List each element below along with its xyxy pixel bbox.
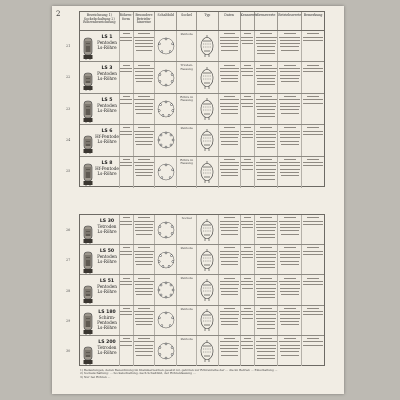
footnote: 2) Sockelschaltung: ... Sockelschaltung, nach Schaltbild, der Röhrenfassung ... <box>80 371 196 376</box>
table-row <box>80 157 324 188</box>
socket-cell <box>177 336 197 366</box>
pin-diagram-cell <box>155 215 177 244</box>
remark-cell <box>302 31 324 61</box>
tube-type: Pentoden <box>97 254 117 260</box>
tube-image <box>82 97 94 123</box>
socket-cell <box>177 215 197 244</box>
socket-cell <box>177 275 197 304</box>
remark-cell <box>302 336 324 366</box>
socket-pin-diagram <box>157 342 175 360</box>
data-cell <box>219 125 241 155</box>
remark-cell <box>302 62 324 92</box>
grenzwerte-cell <box>255 157 279 188</box>
tube-cell <box>80 31 120 61</box>
table-row <box>80 275 324 305</box>
tube-type: Tetroden <box>97 224 117 229</box>
socket-cell <box>177 31 197 61</box>
notes-cell <box>134 275 156 304</box>
tube-type: Pentoden <box>97 40 117 45</box>
tube-schematic-symbol <box>199 250 215 270</box>
tube-sub: Ls-Röhre <box>97 324 117 330</box>
row-number: 27 <box>66 258 71 263</box>
tube-code: LS 3 <box>101 66 113 72</box>
tube-sub: Ls-Röhre <box>97 76 117 82</box>
schematic-cell <box>197 62 219 92</box>
row-number: 28 <box>66 288 71 293</box>
tube-sub: Ls-Röhre <box>97 45 117 50</box>
tube-image <box>82 128 94 154</box>
grenzwerte-cell <box>255 94 279 124</box>
betriebswerte-cell <box>278 306 302 335</box>
grenzwerte-cell <box>255 306 279 335</box>
tube-sub: Ls-Röhre <box>97 259 117 265</box>
schematic-cell <box>197 125 219 155</box>
tube-type: Hf-Pentode <box>95 134 119 140</box>
notes-cell <box>134 336 156 366</box>
pin-diagram-cell <box>155 62 177 92</box>
tube-image <box>82 339 94 365</box>
schematic-cell <box>197 275 219 304</box>
tube-sub: Ls-Röhre <box>97 349 117 355</box>
socket-cell <box>177 94 197 124</box>
tube-schematic-symbol <box>199 99 215 119</box>
footnote: 3) Nur bei Röhren ... <box>80 374 111 379</box>
pin-diagram-cell <box>155 157 177 188</box>
socket-pin-diagram <box>157 311 175 329</box>
schematic-cell <box>197 94 219 124</box>
row-number: 23 <box>66 106 71 111</box>
tube-cell <box>80 125 120 155</box>
remark-cell <box>302 275 324 304</box>
schematic-cell <box>197 336 219 366</box>
betriebswerte-cell <box>278 157 302 188</box>
socket-label: Pentode <box>180 126 193 131</box>
tube-type: Schirm-Pentoden <box>97 314 117 325</box>
row-number: 25 <box>66 169 71 174</box>
remark-cell <box>302 125 324 155</box>
remark-cell <box>302 94 324 124</box>
tube-type: Hf-Pentode <box>95 165 119 171</box>
tube-code: LS 50 <box>99 249 115 255</box>
tube-type: Tetroden <box>97 344 117 350</box>
tube-cell <box>80 62 120 92</box>
pin-diagram-cell <box>155 125 177 155</box>
header-cell: Grenzwerte <box>255 12 279 30</box>
remark-cell <box>302 157 324 188</box>
table-row <box>80 215 324 245</box>
data-cell <box>219 31 241 61</box>
tube-sub: Ls-Röhre <box>97 139 117 145</box>
form-cell <box>120 125 134 155</box>
kennwerte-cell <box>241 157 255 188</box>
footnotes <box>80 369 326 379</box>
tube-code: LS 8 <box>101 160 113 166</box>
socket-label: Pentode <box>180 32 193 36</box>
header-cell: Sockel <box>177 12 197 30</box>
tube-schematic-symbol <box>199 162 215 182</box>
row-number: 30 <box>66 348 71 353</box>
socket-pin-diagram <box>157 163 175 181</box>
form-cell <box>120 62 134 92</box>
socket-label: Pentode <box>180 246 193 251</box>
table-row <box>80 306 324 336</box>
kennwerte-cell <box>241 125 255 155</box>
notes-cell <box>134 157 156 188</box>
tube-cell <box>80 306 120 335</box>
data-cell <box>219 94 241 124</box>
tube-cell <box>80 245 120 274</box>
tube-image <box>82 160 94 186</box>
tube-table-top <box>79 11 325 187</box>
table-row <box>80 62 324 93</box>
tube-sub: Ls-Röhre <box>97 289 117 295</box>
pin-diagram-cell <box>155 336 177 366</box>
header-cell: Bezeichnung 1) Sockelschaltung 2) Röhrenbezeichnung <box>80 12 120 30</box>
tube-code: LS 200 <box>98 339 116 345</box>
data-cell <box>219 215 241 244</box>
socket-pin-diagram <box>157 281 175 299</box>
table-row <box>80 125 324 156</box>
socket-pin-diagram <box>157 100 175 118</box>
socket-cell <box>177 306 197 335</box>
form-cell <box>120 157 134 188</box>
kennwerte-cell <box>241 275 255 304</box>
data-cell <box>219 336 241 366</box>
row-number: 21 <box>66 43 71 48</box>
form-cell <box>120 336 134 366</box>
socket-label: Pentode <box>180 336 193 341</box>
tube-image <box>82 34 94 60</box>
remark-cell <box>302 306 324 335</box>
pin-diagram-cell <box>155 94 177 124</box>
kennwerte-cell <box>241 31 255 61</box>
data-cell <box>219 275 241 304</box>
row-number: 26 <box>66 228 71 233</box>
tube-schematic-symbol <box>199 341 215 361</box>
table-row <box>80 94 324 125</box>
form-cell <box>120 94 134 124</box>
data-cell <box>219 62 241 92</box>
tube-cell <box>80 94 120 124</box>
betriebswerte-cell <box>278 275 302 304</box>
tube-code: LS 5 <box>101 97 113 103</box>
page-number: 2 <box>56 10 61 18</box>
tube-sub: Ls-Röhre <box>97 229 117 234</box>
kennwerte-cell <box>241 245 255 274</box>
schematic-cell <box>197 245 219 274</box>
socket-cell <box>177 157 197 188</box>
notes-cell <box>134 62 156 92</box>
kennwerte-cell <box>241 336 255 366</box>
grenzwerte-cell <box>255 245 279 274</box>
tube-cell <box>80 215 120 244</box>
socket-label: Sockel <box>181 216 192 220</box>
row-number: 24 <box>66 137 71 142</box>
tube-cell <box>80 336 120 366</box>
remark-cell <box>302 215 324 244</box>
tube-schematic-symbol <box>199 310 215 330</box>
betriebswerte-cell <box>278 336 302 366</box>
tube-schematic-symbol <box>199 68 215 88</box>
socket-cell <box>177 245 197 274</box>
remark-cell <box>302 245 324 274</box>
socket-label: Pentode <box>180 276 193 281</box>
form-cell <box>120 306 134 335</box>
notes-cell <box>134 245 156 274</box>
tube-cell <box>80 275 120 304</box>
notes-cell <box>134 306 156 335</box>
pin-diagram-cell <box>155 306 177 335</box>
tube-image <box>82 309 94 335</box>
grenzwerte-cell <box>255 125 279 155</box>
table-row <box>80 245 324 275</box>
grenzwerte-cell <box>255 336 279 366</box>
grenzwerte-cell <box>255 62 279 92</box>
header-cell: Daten <box>219 12 241 30</box>
notes-cell <box>134 94 156 124</box>
tube-table-bottom <box>79 214 325 366</box>
schematic-cell <box>197 306 219 335</box>
tube-code: LS 1 <box>101 35 113 40</box>
kennwerte-cell <box>241 62 255 92</box>
tube-type: Pentoden <box>97 102 117 108</box>
table-row <box>80 336 324 366</box>
schematic-cell <box>197 157 219 188</box>
grenzwerte-cell <box>255 215 279 244</box>
tube-sub: Ls-Röhre <box>97 107 117 113</box>
data-cell <box>219 306 241 335</box>
schematic-cell <box>197 215 219 244</box>
socket-cell <box>177 62 197 92</box>
socket-label: Trioden-Fassung <box>180 63 194 71</box>
socket-pin-diagram <box>157 131 175 149</box>
kennwerte-cell <box>241 215 255 244</box>
tube-code: LS 51 <box>99 279 115 285</box>
betriebswerte-cell <box>278 245 302 274</box>
socket-cell <box>177 125 197 155</box>
grenzwerte-cell <box>255 31 279 61</box>
pin-diagram-cell <box>155 31 177 61</box>
tube-image <box>82 248 94 274</box>
socket-label: Röhre in Fassung <box>180 157 194 166</box>
header-cell: Besondere Betriebs- hinweise <box>134 12 156 30</box>
kennwerte-cell <box>241 306 255 335</box>
tube-image <box>82 65 94 91</box>
form-cell <box>120 245 134 274</box>
socket-label: Röhre in Fassung <box>180 94 194 103</box>
tube-code: LS 6 <box>101 129 113 135</box>
tube-image <box>82 218 94 244</box>
tube-image <box>82 278 94 304</box>
betriebswerte-cell <box>278 31 302 61</box>
header-cell: Betriebswerte <box>278 12 302 30</box>
socket-pin-diagram <box>157 37 175 55</box>
tube-schematic-symbol <box>199 36 215 56</box>
socket-pin-diagram <box>157 251 175 269</box>
notes-cell <box>134 31 156 61</box>
table-header <box>80 12 324 31</box>
form-cell <box>120 275 134 304</box>
socket-pin-diagram <box>157 69 175 87</box>
footnote: 1) Bedeutungen, deren Bezeichnung im Klammerzeichen gesetzt ist, gehören zur Röhrenreihe der ... die im Betrieb ... Einschaltung ... <box>80 368 278 372</box>
row-number: 22 <box>66 75 71 80</box>
tube-code: LS 180 <box>98 309 116 315</box>
socket-pin-diagram <box>157 221 175 239</box>
notes-cell <box>134 125 156 155</box>
tube-schematic-symbol <box>199 280 215 300</box>
tube-schematic-symbol <box>199 130 215 150</box>
header-cell: Kennwerte <box>241 12 255 30</box>
pin-diagram-cell <box>155 245 177 274</box>
form-cell <box>120 215 134 244</box>
tube-type: Pentoden <box>97 71 117 77</box>
data-cell <box>219 157 241 188</box>
row-number: 29 <box>66 318 71 323</box>
betriebswerte-cell <box>278 94 302 124</box>
data-cell <box>219 245 241 274</box>
betriebswerte-cell <box>278 62 302 92</box>
header-cell: Bemerkung <box>303 13 323 17</box>
pin-diagram-cell <box>155 275 177 304</box>
betriebswerte-cell <box>278 215 302 244</box>
schematic-cell <box>197 31 219 61</box>
tube-code: LS 30 <box>99 219 115 224</box>
header-cell: Schaltbild <box>155 12 177 30</box>
table-row <box>80 31 324 62</box>
kennwerte-cell <box>241 94 255 124</box>
tube-type: Pentoden <box>97 284 117 290</box>
grenzwerte-cell <box>255 275 279 304</box>
form-cell <box>120 31 134 61</box>
tube-schematic-symbol <box>199 220 215 240</box>
betriebswerte-cell <box>278 125 302 155</box>
tube-cell <box>80 157 120 188</box>
header-cell: Röhren- form <box>120 12 134 30</box>
notes-cell <box>134 215 156 244</box>
tube-sub: Ls-Röhre <box>97 170 117 176</box>
socket-label: Pentode <box>180 306 193 311</box>
header-cell: Typ <box>197 12 219 30</box>
